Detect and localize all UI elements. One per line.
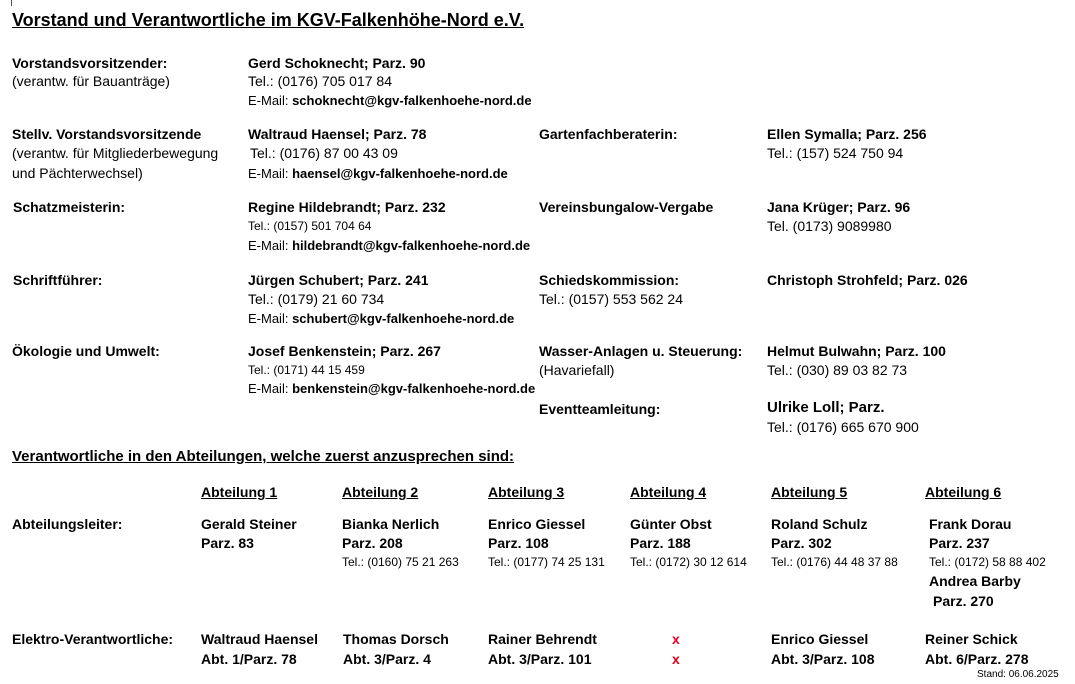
electric-name: Enrico Giessel — [771, 631, 869, 647]
role-label: Schiedskommission: — [539, 272, 680, 288]
role-label: Schatzmeisterin: — [13, 199, 126, 215]
cursor-mark — [11, 0, 12, 6]
electric-parzelle: Abt. 3/Parz. 108 — [771, 651, 875, 667]
departments-title: Verantwortliche in den Abteilungen, welche zuerst anzusprechen sind: — [12, 448, 515, 465]
email-line — [248, 380, 535, 397]
phone-number: Tel.: (0176) 87 00 43 09 — [250, 145, 398, 161]
department-header: Abteilung 5 — [771, 484, 848, 500]
leader-name: Gerald Steiner — [201, 516, 297, 532]
leader-phone: Tel.: (0176) 44 48 37 88 — [771, 555, 898, 569]
role-label: Schriftführer: — [13, 272, 103, 288]
phone-number: Tel. (0173) 9089980 — [767, 218, 892, 234]
missing-marker: x — [672, 651, 680, 667]
role-label: Gartenfachberaterin: — [539, 126, 678, 142]
leader-parzelle: Parz. 108 — [488, 535, 549, 551]
phone-number: Tel.: (030) 89 03 82 73 — [767, 362, 908, 378]
email-prefix: E-Mail: — [248, 381, 289, 396]
person-name: Jürgen Schubert; Parz. 241 — [248, 272, 429, 288]
electric-name: Reiner Schick — [925, 631, 1018, 647]
leader-phone: Tel.: (0160) 75 21 263 — [342, 555, 459, 569]
electric-parzelle: Abt. 3/Parz. 101 — [488, 651, 592, 667]
role-label: Vorstandsvorsitzender: — [12, 55, 168, 71]
person-name: Ellen Symalla; Parz. 256 — [767, 126, 927, 142]
email-line — [248, 237, 530, 254]
person-name: Josef Benkenstein; Parz. 267 — [248, 343, 441, 359]
email-address[interactable]: schubert@kgv-falkenhoehe-nord.de — [292, 311, 515, 326]
email-address[interactable]: haensel@kgv-falkenhoehe-nord.de — [292, 166, 508, 181]
person-name: Regine Hildebrandt; Parz. 232 — [248, 199, 446, 215]
stand-date: Stand: 06.06.2025 — [977, 669, 1059, 680]
department-header: Abteilung 1 — [201, 484, 278, 500]
leader-parzelle: Parz. 270 — [933, 593, 994, 609]
email-prefix: E-Mail: — [248, 238, 289, 253]
phone-number: Tel.: (0179) 21 60 734 — [248, 291, 385, 307]
phone-number: Tel.: (0157) 553 562 24 — [539, 291, 683, 307]
leader-name: Roland Schulz — [771, 516, 868, 532]
leader-name: Andrea Barby — [929, 573, 1021, 589]
leader-name: Günter Obst — [630, 516, 712, 532]
leader-parzelle: Parz. 302 — [771, 535, 832, 551]
role-note: (verantw. für Bauanträge) — [12, 73, 170, 89]
email-address[interactable]: schoknecht@kgv-falkenhoehe-nord.de — [292, 93, 532, 108]
department-header: Abteilung 4 — [630, 484, 707, 500]
department-header: Abteilung 3 — [488, 484, 565, 500]
person-name: Ulrike Loll; Parz. — [767, 399, 885, 416]
electric-name: Thomas Dorsch — [343, 631, 449, 647]
department-header: Abteilung 2 — [342, 484, 419, 500]
electric-parzelle: Abt. 1/Parz. 78 — [201, 651, 297, 667]
leaders-label: Abteilungsleiter: — [12, 516, 123, 532]
role-label: Wasser-Anlagen u. Steuerung: — [539, 343, 743, 359]
person-name: Gerd Schoknecht; Parz. 90 — [248, 55, 426, 71]
email-line — [248, 165, 508, 182]
page-title: Vorstand und Verantwortliche im KGV-Falkenhöhe-Nord e.V. — [12, 10, 525, 30]
leader-name: Enrico Giessel — [488, 516, 586, 532]
electric-name: Rainer Behrendt — [488, 631, 597, 647]
electric-parzelle: Abt. 3/Parz. 4 — [343, 651, 431, 667]
phone-number: Tel.: (0171) 44 15 459 — [248, 363, 365, 377]
electric-label: Elektro-Verantwortliche: — [12, 631, 174, 647]
role-note: und Pächterwechsel) — [12, 165, 143, 181]
department-header: Abteilung 6 — [925, 484, 1002, 500]
leader-phone: Tel.: (0177) 74 25 131 — [488, 555, 605, 569]
leader-name: Frank Dorau — [929, 516, 1012, 532]
person-name: Helmut Bulwahn; Parz. 100 — [767, 343, 946, 359]
email-address[interactable]: benkenstein@kgv-falkenhoehe-nord.de — [292, 381, 536, 396]
leader-parzelle: Parz. 83 — [201, 535, 254, 551]
phone-number: Tel.: (157) 524 750 94 — [767, 145, 904, 161]
email-prefix: E-Mail: — [248, 311, 289, 326]
leader-parzelle: Parz. 208 — [342, 535, 403, 551]
phone-number: Tel.: (0176) 665 670 900 — [767, 419, 919, 435]
person-name: Jana Krüger; Parz. 96 — [767, 199, 911, 215]
person-name: Waltraud Haensel; Parz. 78 — [248, 126, 427, 142]
leader-name: Bianka Nerlich — [342, 516, 440, 532]
email-line — [248, 310, 514, 327]
electric-name: Waltraud Haensel — [201, 631, 318, 647]
leader-phone: Tel.: (0172) 30 12 614 — [630, 555, 747, 569]
leader-parzelle: Parz. 188 — [630, 535, 691, 551]
role-note: (Havariefall) — [539, 362, 615, 378]
phone-number: Tel.: (0157) 501 704 64 — [248, 219, 372, 233]
email-line — [248, 92, 532, 109]
role-note: (verantw. für Mitgliederbewegung — [12, 145, 219, 161]
leader-phone: Tel.: (0172) 58 88 402 — [929, 555, 1046, 569]
missing-marker: x — [672, 631, 680, 647]
email-address[interactable]: hildebrandt@kgv-falkenhoehe-nord.de — [292, 238, 531, 253]
leader-parzelle: Parz. 237 — [929, 535, 990, 551]
electric-parzelle: Abt. 6/Parz. 278 — [925, 651, 1029, 667]
email-prefix: E-Mail: — [248, 93, 289, 108]
role-label: Stellv. Vorstandsvorsitzende — [12, 126, 202, 142]
role-label: Vereinsbungalow-Vergabe — [539, 199, 714, 215]
email-prefix: E-Mail: — [248, 166, 289, 181]
role-label: Ökologie und Umwelt: — [12, 343, 160, 359]
role-label: Eventteamleitung: — [539, 401, 661, 417]
person-name: Christoph Strohfeld; Parz. 026 — [767, 272, 968, 288]
phone-number: Tel.: (0176) 705 017 84 — [248, 73, 392, 89]
